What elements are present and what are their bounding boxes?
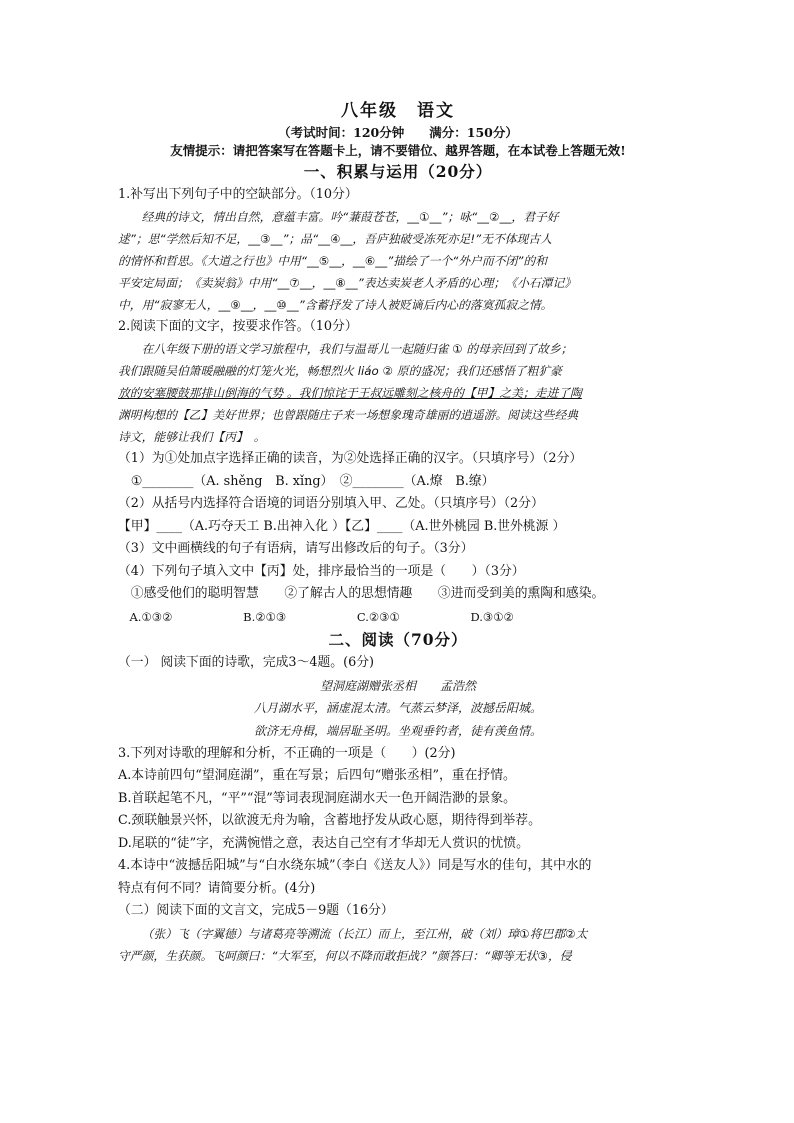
option-a: A.①③② <box>129 609 173 624</box>
passage-line: 我们跟随吴伯箫暖融融的灯笼火光，畅想烈火 liáo ② 原的盛况；我们还感悟了粗犷豪 <box>118 364 562 378</box>
part-1-stem: （一） 阅读下面的诗歌，完成3～4题。(6分) <box>118 655 375 670</box>
question-1-line: 的情怀和哲思。《大道之行也》中用“__⑤__，__⑥__”描绘了一个“外户而不闭”的和 <box>118 254 547 268</box>
option-b: B.②①③ <box>243 609 287 624</box>
poem-title: 望洞庭湖赠张丞相 孟浩然 <box>319 678 476 693</box>
passage-line: 放的安塞腰鼓那排山倒海的气势 。我们惊诧于王叔远雕刻之核舟的【甲】之美；走进了陶 <box>118 386 582 400</box>
sub-question-2-options: 【甲】____（A.巧夺天工 B.出神入化 ）【乙】____（A.世外桃园 B.世外桃源 ） <box>118 518 566 534</box>
poem-line: 欲济无舟楫，端居耻圣明。坐观垂钓者，徒有羡鱼情。 <box>253 723 542 738</box>
section-2-title: 二、阅读（70分） <box>328 630 468 649</box>
friendly-reminder: 友情提示：请把答案写在答题卡上，请不要错位、越界答题，在本试卷上答题无效! <box>170 143 626 158</box>
question-1-line: 逑”；思“学然后知不足，__③__”；品“__④__，吾庐独破受冻死亦足!”无不体现古人 <box>118 232 552 246</box>
question-3-option-b: B.首联起笔不凡，“平”“混”等词表现洞庭湖水天一色开阔浩渺的景象。 <box>118 790 516 806</box>
question-1-stem: 1.补写出下列句子中的空缺部分。（10分） <box>118 187 358 202</box>
question-2-passage <box>118 338 678 448</box>
passage-line: 诗文，能够让我们【丙】 。 <box>118 430 266 444</box>
question-3-stem: 3.下列对诗歌的理解和分析，不正确的一项是（ ）(2分) <box>118 745 456 761</box>
passage-line: 渊明构想的【乙】美好世界；也曾跟随庄子来一场想象瑰奇雄丽的逍遥游。阅读这些经典 <box>118 408 579 422</box>
section-1-title: 一、积累与运用（20分） <box>303 162 493 181</box>
question-3-option-a: A.本诗前四句“望洞庭湖”，重在写景；后四句“赠张丞相”，重在抒情。 <box>118 768 516 783</box>
sub-question-3: （3）文中画横线的句子有语病，请写出修改后的句子。（3分） <box>118 541 474 556</box>
exam-title: 八年级 语文 <box>341 101 455 121</box>
classical-text-line: 守严颜，生获颜。飞呵颜曰：“大军至，何以不降而敢拒战？”颜答曰：“卿等无状③，侵 <box>118 948 572 963</box>
classical-text-line: （张）飞（字翼德）与诸葛亮等溯流（长江）而上，至江州，破（刘）璋①将巴郡②太 <box>141 926 588 941</box>
sub-question-2: （2）从括号内选择符合语境的词语分别填入甲、乙处。（只填序号）（2分） <box>118 496 544 511</box>
poem-line: 八月湖水平，涵虚混太清。气蒸云梦泽，波撼岳阳城。 <box>253 700 542 715</box>
sub-question-4-items: ①感受他们的聪明智慧 ②了解古人的思想情趣 ③进而受到美的熏陶和感染。 <box>130 586 605 601</box>
question-1-line: 平安定局面；《卖炭翁》中用“__⑦__，__⑧__”表达卖炭老人矛盾的心理；《小石潭记》 <box>118 276 577 290</box>
option-c: C.②③① <box>356 609 400 624</box>
question-4-line: 特点有何不同？请简要分析。(4分) <box>118 880 316 896</box>
question-2-stem: 2.阅读下面的文字，按要求作答。（10分） <box>118 319 358 334</box>
question-3-option-c: C.颈联触景兴怀，以欲渡无舟为喻，含蓄地抒发从政心愿，期待得到举荐。 <box>118 813 541 828</box>
sub-question-4: （4）下列句子填入文中【丙】处，排序最恰当的一项是（ ）（3分） <box>118 563 525 579</box>
question-3-option-d: D.尾联的“徒”字，充满惋惜之意，表达自己空有才华却无人赏识的忧愤。 <box>118 835 529 851</box>
question-4-line: 4.本诗中“波撼岳阳城”与“白水绕东城”（李白《送友人》）同是写水的佳句，其中水的 <box>118 858 592 873</box>
question-1-line: 经典的诗文，情出自然，意蕴丰富。吟“蒹葭苍苍，__①__”；咏“__②__，君子好 <box>141 210 559 224</box>
exam-page <box>118 100 678 967</box>
sub-question-1-options: ①________（A. shěng B. xǐng） ②________（A.燎 B.缭） <box>130 473 495 489</box>
sub-question-1: （1）为①处加点字选择正确的读音，为②处选择正确的汉字。（只填序号）（2分） <box>118 451 583 466</box>
passage-line: 在八年级下册的语文学习旅程中，我们与温哥儿一起随归雀 ① 的母亲回到了故乡； <box>141 342 573 356</box>
part-2-stem: （二）阅读下面的文言文，完成5－9题（16分） <box>118 903 394 918</box>
question-1-line: 中，用“寂寥无人，__⑨__，__⑩__”含蓄抒发了诗人被贬谪后内心的落寞孤寂之情。 <box>118 298 553 312</box>
option-d: D.③①② <box>470 609 514 624</box>
sub-question-4-options <box>118 606 678 629</box>
exam-info: （考试时间：120分钟 满分：150分） <box>278 125 518 140</box>
question-1-body <box>118 206 678 316</box>
